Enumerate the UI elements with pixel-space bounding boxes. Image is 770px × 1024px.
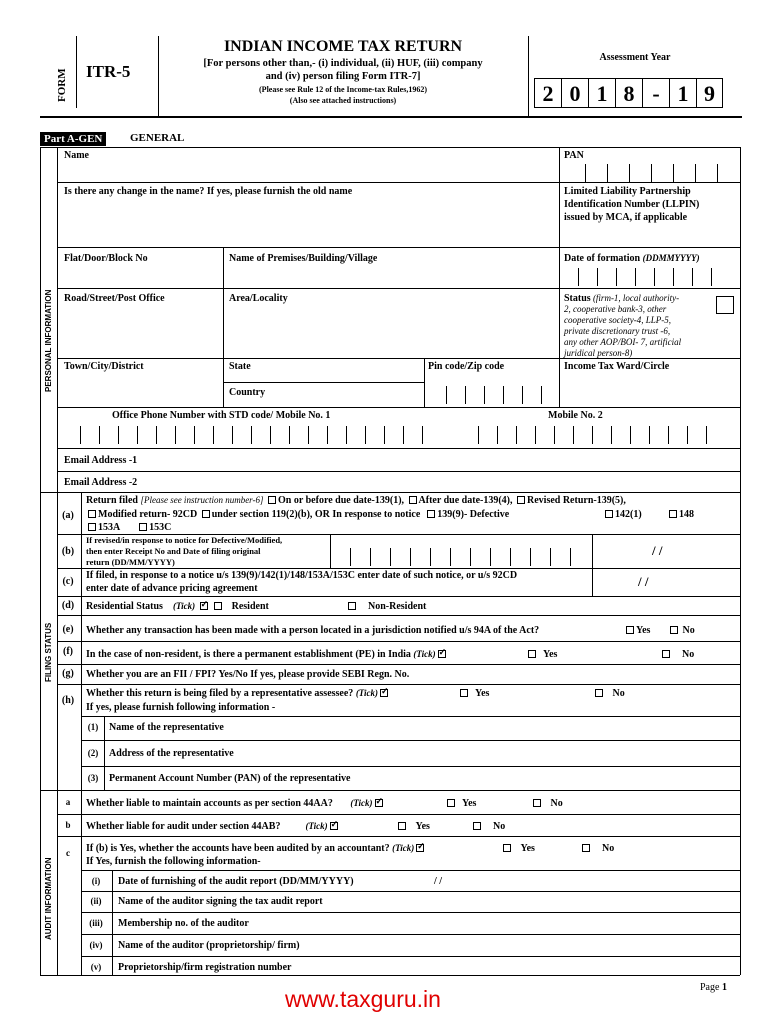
box-divider [578,268,579,286]
form-note-1: (Please see Rule 12 of the Income-tax Rules,1962) [259,85,427,94]
flat-label: Flat/Door/Block No [64,253,148,264]
audit-info-label: If Yes, furnish the following information- [86,856,261,867]
sec-44aa-yes-checkbox[interactable] [447,799,455,807]
audit-i-num: (i) [91,876,101,886]
residential-status-label: Residential Status [86,601,163,612]
status-desc-1: (firm-1, local authority- [592,293,680,303]
grid-line [81,934,740,935]
resident-label: Resident [231,601,269,612]
filing-b-num: (b) [61,546,75,557]
no-label: No [602,843,615,854]
pan-label: PAN [564,150,584,161]
box-divider [422,426,423,444]
audited-yes-checkbox[interactable] [503,844,511,852]
side-label-audit: AUDIT INFORMATION [44,857,53,940]
llpin-label-2: Identification Number (LLPIN) [564,199,700,210]
notice-153c-label: 153C [149,522,172,533]
filing-e-num: (e) [62,624,74,635]
rep-name-label: Name of the representative [109,722,224,733]
filing-g-num: (g) [62,668,74,679]
box-divider [403,426,404,444]
box-divider [711,268,712,286]
no-label: No [682,625,695,636]
sec-94a-yes-checkbox[interactable] [626,626,634,634]
grid-line [57,836,740,837]
grid-line [57,641,740,642]
box-divider [592,426,593,444]
llpin-label-3: issued by MCA, if applicable [564,212,688,223]
box-divider [484,386,485,404]
tick-hint: (Tick) [392,843,415,853]
area-label: Area/Locality [229,293,288,304]
form-id: ITR-5 [86,62,131,81]
grid-line [40,492,740,493]
notice-153a-checkbox[interactable] [88,523,96,531]
yes-label: Yes [636,625,651,636]
return-filed-note: [Please see instruction number-6] [140,495,264,505]
notice-153a-label: 153A [98,522,120,533]
formation-format: (DDMMYYYY) [642,253,700,263]
town-label: Town/City/District [64,361,144,372]
on-before-due-label: On or before due date-139(1), [278,495,405,506]
status-label: Status [564,293,591,304]
filing-h-num: (h) [61,695,75,706]
pe-yes-checkbox[interactable] [528,650,536,658]
after-due-checkbox[interactable] [409,496,417,504]
status-desc-3: cooperative society-4, LLP-5, [564,315,671,325]
box-divider [573,426,574,444]
notice-153c-checkbox[interactable] [139,523,147,531]
old-name-label: Is there any change in the name? If yes, please furnish the old name [64,186,353,197]
box-divider [80,426,81,444]
box-divider [629,164,630,182]
box-divider [308,426,309,444]
email1-label: Email Address -1 [64,455,138,466]
grid-line [81,790,82,975]
defective-label: 139(9)- Defective [437,509,510,520]
tick-hint: (Tick) [355,688,378,698]
nonresident-checkbox[interactable] [348,602,356,610]
sec-44aa-no-checkbox[interactable] [533,799,541,807]
grid-line [57,596,740,597]
box-divider [530,548,531,566]
tick-icon [380,689,388,697]
audit-v-num: (v) [90,962,102,972]
representative-yes-checkbox[interactable] [460,689,468,697]
box-divider [470,548,471,566]
tick-icon [438,650,446,658]
filing-c-line1: If filed, in response to a notice u/s 139(9)/142(1)/148/153A/153C enter date of such notice, or u/s 92CD [86,570,518,581]
audit-c-num: c [66,848,70,858]
pin-label: Pin code/Zip code [428,361,505,372]
tick-hint: (Tick) [305,821,328,831]
form-word: FORM [56,68,68,102]
tick-icon [416,844,424,852]
grid-line [81,891,740,892]
status-desc-6: juridical person-8) [564,348,633,358]
box-divider [692,268,693,286]
grid-line [81,740,740,741]
box-divider [175,426,176,444]
box-divider [554,426,555,444]
tick-hint: (Tick) [413,649,436,659]
box-divider [541,386,542,404]
grid-line [57,288,740,289]
tick-hint: (Tick) [172,601,196,611]
box-divider [213,426,214,444]
revised-return-label: Revised Return-139(5), [527,495,626,506]
mobile2-label: Mobile No. 2 [548,410,603,421]
box-divider [232,426,233,444]
name-label: Name [64,150,89,161]
form-subtitle-1: [For persons other than,- (i) individual, (ii) HUF, (iii) company [203,58,483,69]
header-divider-1 [76,36,77,108]
form-note-2: (Also see attached instructions) [289,96,397,105]
year-digit: 8 [615,78,642,108]
box-divider [717,164,718,182]
grid-line [57,664,740,665]
box-divider [654,268,655,286]
country-label: Country [229,387,266,398]
form-subtitle-2: and (iv) person filing Form ITR-7] [265,71,421,82]
return-filed-label: Return filed [86,495,138,506]
box-divider [289,426,290,444]
audit-report-date-label: Date of furnishing of the audit report (DD/MM/YYYY) [118,876,354,887]
state-label: State [229,361,251,372]
tick-icon [330,822,338,830]
representative-label: Whether this return is being filed by a representative assessee? [86,688,354,699]
sec-119-checkbox[interactable] [202,510,210,518]
box-divider [570,548,571,566]
grid-line [40,975,740,976]
on-before-due-checkbox[interactable] [268,496,276,504]
email2-label: Email Address -2 [64,477,138,488]
box-divider [137,426,138,444]
part-a-heading: GENERAL [130,132,185,144]
form-title: INDIAN INCOME TAX RETURN [223,38,463,55]
box-divider [118,426,119,444]
box-divider [384,426,385,444]
modified-return-checkbox[interactable] [88,510,96,518]
year-digit: 1 [588,78,615,108]
rep-pan-label: Permanent Account Number (PAN) of the representative [109,773,351,784]
grid-line [81,956,740,957]
box-divider [673,268,674,286]
filing-d-num: (d) [61,600,75,611]
grid-line [112,870,113,975]
box-divider [365,426,366,444]
box-divider [550,548,551,566]
page-label: Page [700,982,720,993]
yes-label: Yes [520,843,535,854]
sec-44ab-label: Whether liable for audit under section 44AB? [86,821,281,832]
box-divider [390,548,391,566]
phone-label: Office Phone Number with STD code/ Mobile No. 1 [112,410,331,421]
status-desc-4: private discretionary trust -6, [564,326,671,336]
rep-3-num: (3) [87,773,99,783]
pe-no-checkbox[interactable] [662,650,670,658]
grid-line [81,912,740,913]
notice-148-label: 148 [679,509,694,520]
filing-b-line1: If revised/in response to notice for Defective/Modified, [86,535,283,545]
yes-label: Yes [415,821,430,832]
yes-label: Yes [543,649,558,660]
audit-b-num: b [65,820,71,830]
box-divider [450,548,451,566]
premises-label: Name of Premises/Building/Village [229,253,378,264]
box-divider [350,548,351,566]
representative-info-label: If yes, please furnish following information - [86,702,276,713]
box-divider [687,426,688,444]
grid-line [57,247,740,248]
grid-line [40,790,740,791]
audited-label: If (b) is Yes, whether the accounts have been audited by an accountant? [86,843,390,854]
box-divider [695,164,696,182]
road-label: Road/Street/Post Office [64,293,165,304]
filing-b-line2: then enter Receipt No and Date of filing original [86,546,261,556]
audit-ii-num: (ii) [90,896,102,906]
year-digit: 2 [534,78,561,108]
grid-line [57,448,740,449]
grid-line [57,471,740,472]
box-divider [251,426,252,444]
box-divider [585,164,586,182]
box-divider [522,386,523,404]
rep-address-label: Address of the representative [109,748,234,759]
resident-checkbox[interactable] [214,602,222,610]
grid-line [559,147,560,247]
box-divider [490,548,491,566]
defective-checkbox[interactable] [427,510,435,518]
box-divider [535,426,536,444]
formation-label: Date of formation [564,253,641,264]
grid-line [57,358,740,359]
year-digit: 9 [696,78,723,108]
audit-iii-num: (iii) [89,918,103,928]
year-digit: 0 [561,78,588,108]
sec-94a-label: Whether any transaction has been made with a person located in a jurisdiction notified u/s 94A of the Act? [86,625,540,636]
grid-line [592,568,593,596]
after-due-label: After due date-139(4), [418,495,513,506]
llpin-label-1: Limited Liability Partnership [564,186,691,197]
sec-94a-no-checkbox[interactable] [670,626,678,634]
grid-line [57,684,740,685]
sec-44ab-no-checkbox[interactable] [473,822,481,830]
filing-c-line2: enter date of advance pricing agreement [86,583,258,594]
ward-label: Income Tax Ward/Circle [564,361,670,372]
audit-report-date-slashes: / / [434,876,443,887]
membership-no-label: Membership no. of the auditor [118,918,249,929]
sec-119-label: under section 119(2)(b), OR In response to notice [211,509,421,520]
notice-date-slashes: / / [638,574,649,589]
box-divider [270,426,271,444]
year-dash: - [642,78,669,108]
grid-line [592,534,593,568]
status-desc-2: 2, cooperative bank-3, other [564,304,667,314]
side-label-personal: PERSONAL INFORMATION [44,289,53,392]
no-label: No [550,798,563,809]
grid-line [57,615,740,616]
box-divider [649,426,650,444]
assessment-year-label: Assessment Year [599,52,671,63]
status-code-box[interactable] [716,296,734,314]
grid-line [57,407,740,408]
box-divider [465,386,466,404]
grid-line [81,716,740,717]
notice-148-checkbox[interactable] [669,510,677,518]
grid-line [740,147,741,975]
grid-line [81,766,740,767]
representative-no-checkbox[interactable] [595,689,603,697]
page-number: 1 [721,982,727,993]
box-divider [516,426,517,444]
audit-a-num: a [65,797,71,807]
no-label: No [612,688,625,699]
auditor-name-label: Name of the auditor signing the tax audit report [118,896,323,907]
box-divider [346,426,347,444]
yes-label: Yes [462,798,477,809]
box-divider [706,426,707,444]
grid-line [559,247,560,407]
audited-no-checkbox[interactable] [582,844,590,852]
notice-142-label: 142(1) [615,509,642,520]
rep-2-num: (2) [87,748,99,758]
grid-line [57,814,740,815]
tick-icon [200,602,208,610]
rep-1-num: (1) [87,722,99,732]
watermark-link[interactable]: www.taxguru.in [285,986,441,1012]
audit-iv-num: (iv) [89,940,103,950]
grid-line [330,534,331,568]
grid-line [40,147,740,148]
grid-line [104,716,105,790]
box-divider [497,426,498,444]
grid-line [81,870,740,871]
year-digit: 1 [669,78,696,108]
grid-line [223,382,424,383]
box-divider [327,426,328,444]
box-divider [478,426,479,444]
box-divider [99,426,100,444]
filing-c-num: (c) [62,576,74,587]
grid-line [57,182,740,183]
sec-44ab-yes-checkbox[interactable] [398,822,406,830]
no-label: No [682,649,695,660]
box-divider [635,268,636,286]
no-label: No [493,821,506,832]
status-desc-5: any other AOP/BOI- 7, artificial [564,337,682,347]
audit-firm-name-label: Name of the auditor (proprietorship/ firm) [118,940,300,951]
box-divider [430,548,431,566]
grid-line [223,247,224,407]
tick-hint: (Tick) [350,798,373,808]
grid-line [40,147,41,975]
side-label-filing: FILING STATUS [44,622,53,682]
box-divider [156,426,157,444]
box-divider [194,426,195,444]
yes-label: Yes [475,688,490,699]
nonresident-label: Non-Resident [368,601,427,612]
box-divider [611,426,612,444]
modified-return-label: Modified return- 92CD [98,509,198,520]
header-bottom-rule [40,116,742,118]
box-divider [410,548,411,566]
box-divider [510,548,511,566]
revised-return-checkbox[interactable] [517,496,525,504]
box-divider [607,164,608,182]
filing-date-slashes: / / [652,543,663,558]
filing-b-line3: return (DD/MM/YYYY) [86,557,175,567]
filing-f-num: (f) [63,646,73,657]
box-divider [668,426,669,444]
grid-line [424,358,425,407]
box-divider [370,548,371,566]
box-divider [651,164,652,182]
grid-line [57,568,740,569]
sec-44aa-label: Whether liable to maintain accounts as per section 44AA? [86,798,333,809]
firm-registration-label: Proprietorship/firm registration number [118,962,292,973]
box-divider [446,386,447,404]
pe-label: In the case of non-resident, is there a permanent establishment (PE) in India [86,649,411,660]
box-divider [673,164,674,182]
filing-a-num: (a) [62,510,74,521]
part-a-tag: Part A-GEN [40,132,106,146]
box-divider [597,268,598,286]
notice-142-checkbox[interactable] [605,510,613,518]
fii-label: Whether you are an FII / FPI? Yes/No If yes, please provide SEBI Regn. No. [86,669,410,680]
box-divider [503,386,504,404]
box-divider [616,268,617,286]
box-divider [630,426,631,444]
tick-icon [375,799,383,807]
header-divider-3 [528,36,529,116]
